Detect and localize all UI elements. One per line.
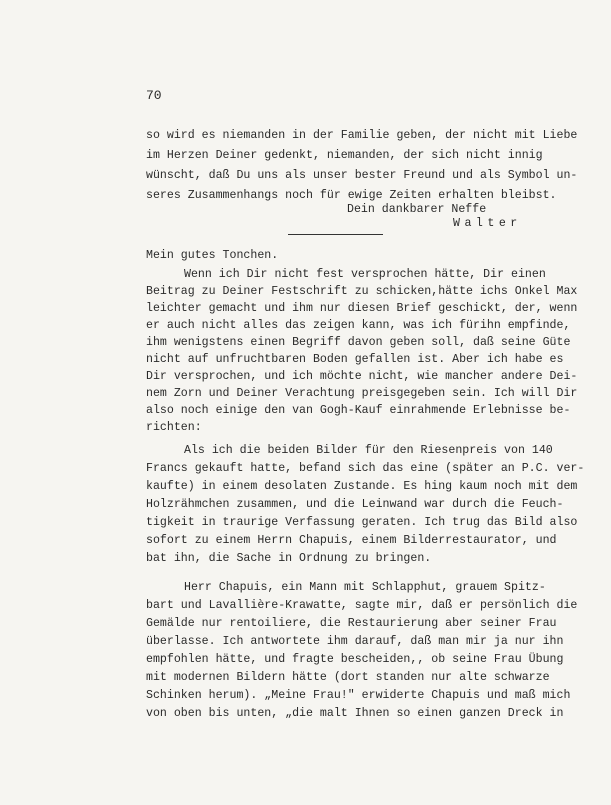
letter2-salutation: Mein gutes Tonchen. [146,249,279,262]
letter2-line: Als ich die beiden Bilder für den Riesenpreis von 140 [184,444,553,457]
letter1-line: so wird es niemanden in der Familie geben, der nicht mit Liebe [146,129,578,142]
section-divider [288,234,383,235]
letter2-line: bart und Lavallière-Krawatte, sagte mir, daß er persönlich die [146,599,578,612]
letter2-line: Gemälde nur rentoiliere, die Restaurierung aber seiner Frau [146,617,557,630]
letter2-line: nem Zorn und Deiner Verachtung preisgegeben sein. Ich will Dir [146,387,578,400]
letter2-line: sofort zu einem Herrn Chapuis, einem Bilderrestaurator, und [146,534,557,547]
letter1-line: wünscht, daß Du uns als unser bester Freund und als Symbol un- [146,169,578,182]
letter1-signature: Walter [453,217,522,230]
letter2-line: Dir versprochen, und ich möchte nicht, wie mancher andere Dei- [146,370,578,383]
letter2-line: Herr Chapuis, ein Mann mit Schlapphut, grauem Spitz- [184,581,546,594]
letter2-line: Francs gekauft hatte, befand sich das eine (später an P.C. ver- [146,462,585,475]
letter1-line: seres Zusammenhangs noch für ewige Zeiten erhalten bleibst. [146,189,557,202]
letter2-line: er auch nicht alles das zeigen kann, was ich fürihn empfinde, [146,319,571,332]
letter2-line: nicht auf unfruchtbaren Boden gefallen ist. Aber ich habe es [146,353,564,366]
letter2-line: Beitrag zu Deiner Festschrift zu schicken,hätte ichs Onkel Max [146,285,578,298]
letter2-line: empfohlen hätte, und fragte bescheiden,, ob seine Frau Übung [146,653,564,666]
letter2-line: von oben bis unten, „die malt Ihnen so einen ganzen Dreck in [146,707,564,720]
letter2-line: kaufte) in einem desolaten Zustande. Es hing kaum noch mit dem [146,480,578,493]
letter2-line: richten: [146,421,202,434]
letter2-line: Wenn ich Dir nicht fest versprochen hätte, Dir einen [184,268,546,281]
letter2-line: mit modernen Bildern hätte (dort standen nur alte schwarze [146,671,550,684]
letter1-closing: Dein dankbarer Neffe [347,203,487,216]
letter2-line: also noch einige den van Gogh-Kauf einrahmende Erlebnisse be- [146,404,571,417]
letter2-line: leichter gemacht und ihm nur diesen Brief geschickt, der, wenn [146,302,578,315]
letter2-line: Schinken herum). „Meine Frau!" erwiderte Chapuis und maß mich [146,689,571,702]
letter2-line: bat ihn, die Sache in Ordnung zu bringen. [146,552,432,565]
letter2-line: ihm wenigstens einen Begriff davon geben soll, daß seine Güte [146,336,571,349]
page-number: 70 [146,88,162,103]
letter2-line: tigkeit in traurige Verfassung geraten. Ich trug das Bild also [146,516,578,529]
letter2-line: überlasse. Ich antwortete ihm darauf, daß man mir ja nur ihn [146,635,564,648]
letter1-line: im Herzen Deiner gedenkt, niemanden, der sich nicht innig [146,149,543,162]
letter2-line: Holzrähmchen zusammen, und die Leinwand war durch die Feuch- [146,498,564,511]
